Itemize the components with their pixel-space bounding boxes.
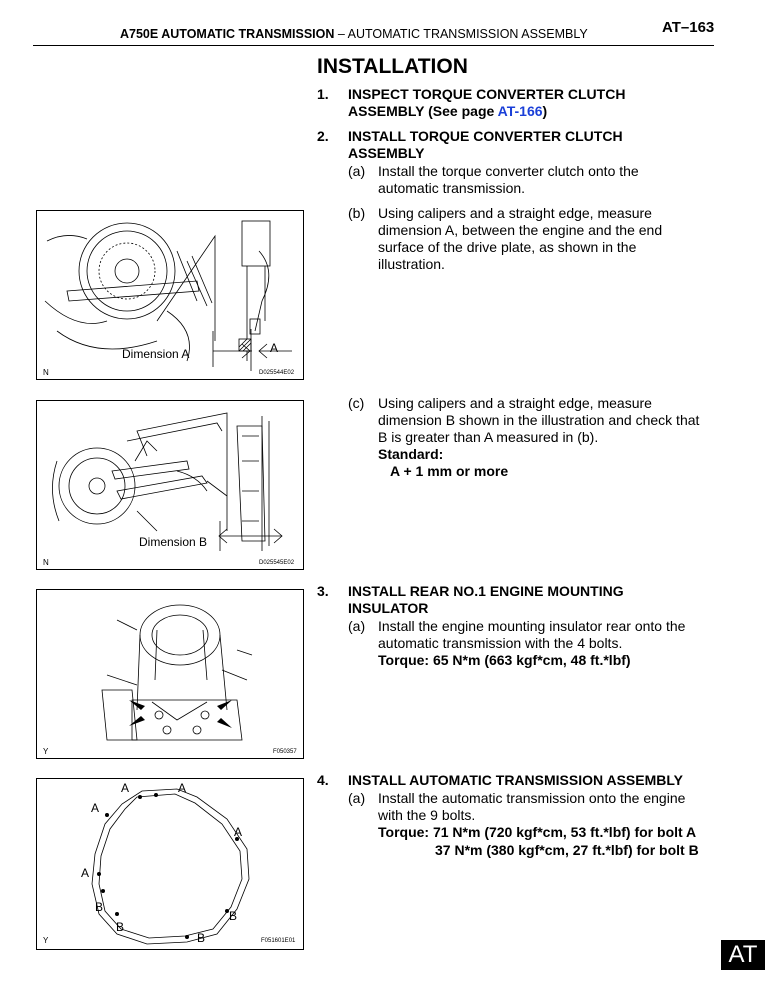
see-page-link[interactable]: AT-166 bbox=[497, 103, 543, 119]
figure-2-corner: N bbox=[43, 558, 49, 567]
step-2a-line1: Install the torque converter clutch onto the bbox=[378, 163, 639, 179]
step-1-title-line1: INSPECT TORQUE CONVERTER CLUTCH bbox=[348, 86, 626, 102]
figure-bolt-locations bbox=[36, 778, 304, 950]
figure-3-code: F050357 bbox=[273, 749, 297, 755]
step-2c-line2: dimension B shown in the illustration and check that bbox=[378, 412, 700, 428]
figure-mounting-insulator-drawing bbox=[37, 590, 303, 758]
step-2b-line1: Using calipers and a straight edge, measure bbox=[378, 205, 652, 221]
header-rule bbox=[33, 45, 714, 46]
header-title-bold: A750E AUTOMATIC TRANSMISSION bbox=[120, 27, 335, 41]
step-2a-line2: automatic transmission. bbox=[378, 180, 526, 196]
bolt-label-a: A bbox=[91, 801, 100, 815]
step-4a-torque-line2: 37 N*m (380 kgf*cm, 27 ft.*lbf) for bolt B bbox=[435, 842, 699, 858]
figure-dimension-a bbox=[36, 210, 304, 380]
step-3-title-line1: INSTALL REAR NO.1 ENGINE MOUNTING bbox=[348, 583, 624, 599]
bolt-label-a: A bbox=[178, 781, 187, 795]
figure-1-code: D025544E02 bbox=[259, 370, 295, 376]
bolt-label-a: A bbox=[234, 825, 243, 839]
step-3-title-line2: INSULATOR bbox=[348, 600, 429, 616]
step-3a-line1: Install the engine mounting insulator rear onto the bbox=[378, 618, 686, 634]
figure-mounting-insulator bbox=[36, 589, 304, 759]
step-4-number: 4. bbox=[317, 772, 329, 788]
bolt-label-b: B bbox=[95, 900, 104, 914]
figure-dimension-a-drawing bbox=[37, 211, 303, 379]
standard-value: A + 1 mm or more bbox=[390, 463, 509, 479]
figure-4-code: F051601E01 bbox=[261, 938, 296, 944]
step-3a-torque: Torque: 65 N*m (663 kgf*cm, 48 ft.*lbf) bbox=[378, 652, 631, 668]
step-4a-line1: Install the automatic transmission onto the engine bbox=[378, 790, 686, 806]
figure-bolt-locations-drawing bbox=[37, 779, 303, 949]
standard-label: Standard: bbox=[378, 446, 444, 462]
bolt-label-a: A bbox=[81, 866, 90, 880]
step-2-number: 2. bbox=[317, 128, 329, 144]
step-2-title-line2: ASSEMBLY bbox=[348, 145, 425, 161]
bolt-label-a: A bbox=[121, 781, 130, 795]
step-2c-line1: Using calipers and a straight edge, measure bbox=[378, 395, 652, 411]
figure-4-corner: Y bbox=[43, 936, 49, 945]
figure-3-corner: Y bbox=[43, 747, 49, 756]
bolt-marker bbox=[105, 813, 109, 817]
bolt-label-b: B bbox=[116, 920, 125, 934]
header-title bbox=[120, 27, 588, 41]
page-number: AT–163 bbox=[662, 19, 715, 36]
step-4a-torque-line1: Torque: 71 N*m (720 kgf*cm, 53 ft.*lbf) for bolt A bbox=[378, 824, 697, 840]
step-4-title-line1: INSTALL AUTOMATIC TRANSMISSION ASSEMBLY bbox=[348, 772, 683, 788]
step-1-title-line2-b: ) bbox=[542, 103, 548, 119]
step-2c-line3: B is greater than A measured in (b). bbox=[378, 429, 599, 445]
bolt-label-b: B bbox=[229, 909, 238, 923]
step-2c-label: (c) bbox=[348, 395, 365, 411]
figure-dimension-b bbox=[36, 400, 304, 570]
bolt-marker bbox=[154, 793, 158, 797]
step-3-number: 3. bbox=[317, 583, 329, 599]
step-2-title-line1: INSTALL TORQUE CONVERTER CLUTCH bbox=[348, 128, 623, 144]
step-4a-label: (a) bbox=[348, 790, 366, 806]
step-1-title-line2 bbox=[348, 103, 547, 120]
step-1-title-line2-a: ASSEMBLY (See page bbox=[348, 103, 498, 119]
header-title-sep: – bbox=[337, 27, 345, 41]
step-4a-line2: with the 9 bolts. bbox=[378, 807, 476, 823]
header-title-rest: AUTOMATIC TRANSMISSION ASSEMBLY bbox=[347, 27, 588, 41]
dimension-a-letter: A bbox=[270, 341, 279, 355]
section-badge: AT bbox=[721, 940, 765, 970]
bolt-marker bbox=[138, 795, 142, 799]
section-title: INSTALLATION bbox=[317, 55, 468, 78]
bolt-marker bbox=[101, 889, 105, 893]
bolt-marker bbox=[115, 912, 119, 916]
step-2a-label: (a) bbox=[348, 163, 366, 179]
step-1-number: 1. bbox=[317, 86, 329, 102]
step-2b-line2: dimension A, between the engine and the end bbox=[378, 222, 663, 238]
dimension-b-label: Dimension B bbox=[139, 535, 208, 549]
step-3a-label: (a) bbox=[348, 618, 366, 634]
dimension-a-label: Dimension A bbox=[122, 347, 190, 361]
step-2b-line4: illustration. bbox=[378, 256, 445, 272]
figure-2-code: D025545E02 bbox=[259, 560, 295, 566]
bolt-marker bbox=[97, 872, 101, 876]
bolt-label-b: B bbox=[197, 931, 206, 945]
figure-dimension-b-drawing bbox=[37, 401, 303, 569]
bolt-marker bbox=[185, 935, 189, 939]
figure-1-corner: N bbox=[43, 368, 49, 377]
step-2b-line3: surface of the drive plate, as shown in the bbox=[378, 239, 637, 255]
step-2b-label: (b) bbox=[348, 205, 366, 221]
step-3a-line2: automatic transmission with the 4 bolts. bbox=[378, 635, 623, 651]
